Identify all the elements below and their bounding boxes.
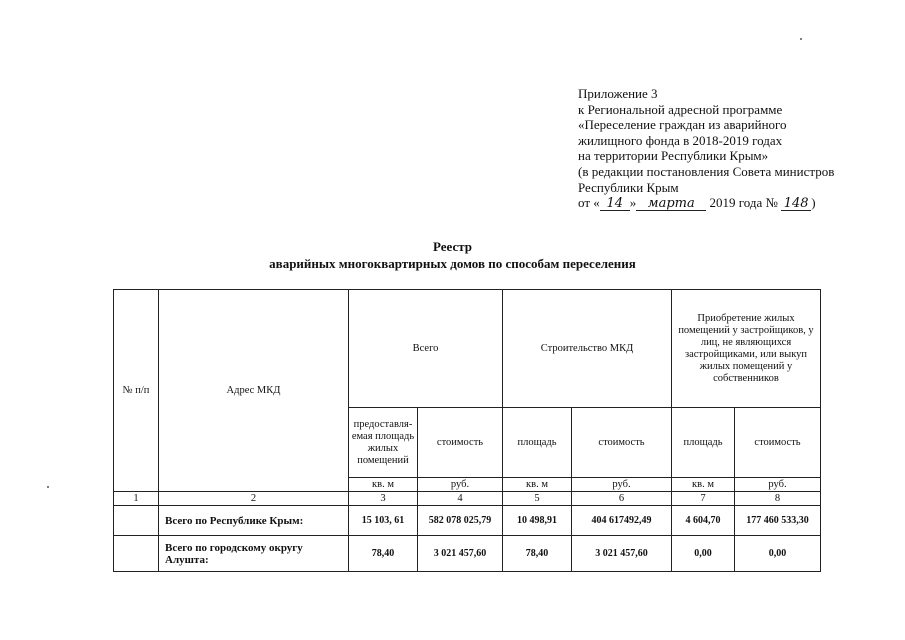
handwritten-day: 14 [600,198,630,211]
table-row [114,536,821,572]
subheader-cell: площадь [503,408,572,478]
page-subtitle: аварийных многоквартирных домов по способам переселения [269,256,636,271]
cell-value: 15 103, 61 [349,506,418,536]
appendix-line: Республики Крым [578,179,679,195]
unit-cell: руб. [418,478,503,492]
appendix-line: на территории Республики Крым» [578,148,769,164]
col-number: 3 [349,492,418,506]
header-num: № п/п [114,290,159,492]
table-row [114,506,821,536]
date-year-text: 2019 года № [709,195,778,211]
cell-value: 10 498,91 [503,506,572,536]
header-address: Адрес МКД [159,290,349,492]
scan-speck [47,486,49,488]
cell-value: 0,00 [735,536,821,572]
appendix-note [578,86,898,211]
registry-table [113,289,821,572]
subheader-cell: стоимость [418,408,503,478]
unit-cell: кв. м [672,478,735,492]
appendix-line: Приложение 3 [578,86,658,101]
cell-value: 78,40 [349,536,418,572]
header-total: Всего [349,290,503,408]
scan-speck [800,38,802,40]
row-label: Всего по Республике Крым: [159,506,349,536]
handwritten-month: марта [636,198,706,211]
cell-value: 3 021 457,60 [572,536,672,572]
col-number: 8 [735,492,821,506]
unit-cell: кв. м [349,478,418,492]
unit-cell: руб. [735,478,821,492]
unit-cell: руб. [572,478,672,492]
appendix-line: жилищного фонда в 2018-2019 годах [578,132,783,148]
cell-value: 0,00 [672,536,735,572]
cell-value: 3 021 457,60 [418,536,503,572]
col-number: 4 [418,492,503,506]
subheader-cell: стоимость [735,408,821,478]
cell-value: 4 604,70 [672,506,735,536]
appendix-line: «Переселение граждан из аварийного [578,117,787,133]
col-number: 2 [159,492,349,506]
appendix-line: к Региональной адресной программе [578,101,783,117]
subheader-cell: площадь [672,408,735,478]
col-number: 6 [572,492,672,506]
cell-value: 78,40 [503,536,572,572]
handwritten-doc-number: 148 [781,198,811,211]
header-purchase: Приобретение жилых помещений у застройщиков, у лиц, не являющихся застройщиками, или выкуп жилых помещений у собственников [672,290,821,408]
header-construction: Строительство МКД [503,290,672,408]
cell-value: 177 460 533,30 [735,506,821,536]
cell-value: 582 078 025,79 [418,506,503,536]
col-number: 7 [672,492,735,506]
date-prefix: от « [578,195,600,211]
column-number-row [114,492,821,506]
col-number: 5 [503,492,572,506]
appendix-date-line [578,195,898,211]
appendix-line: (в редакции постановления Совета министров [578,163,835,179]
row-label: Всего по городскому округу Алушта: [159,536,349,572]
date-mid: » [629,195,637,211]
subheader-cell: стоимость [572,408,672,478]
unit-cell: кв. м [503,478,572,492]
page-title: Реестр [432,239,472,254]
col-number: 1 [114,492,159,506]
header-row [114,290,821,408]
subheader-cell: предоставля-емая площадь жилых помещений [349,408,418,478]
date-suffix: ) [811,195,816,211]
cell-value: 404 617492,49 [572,506,672,536]
